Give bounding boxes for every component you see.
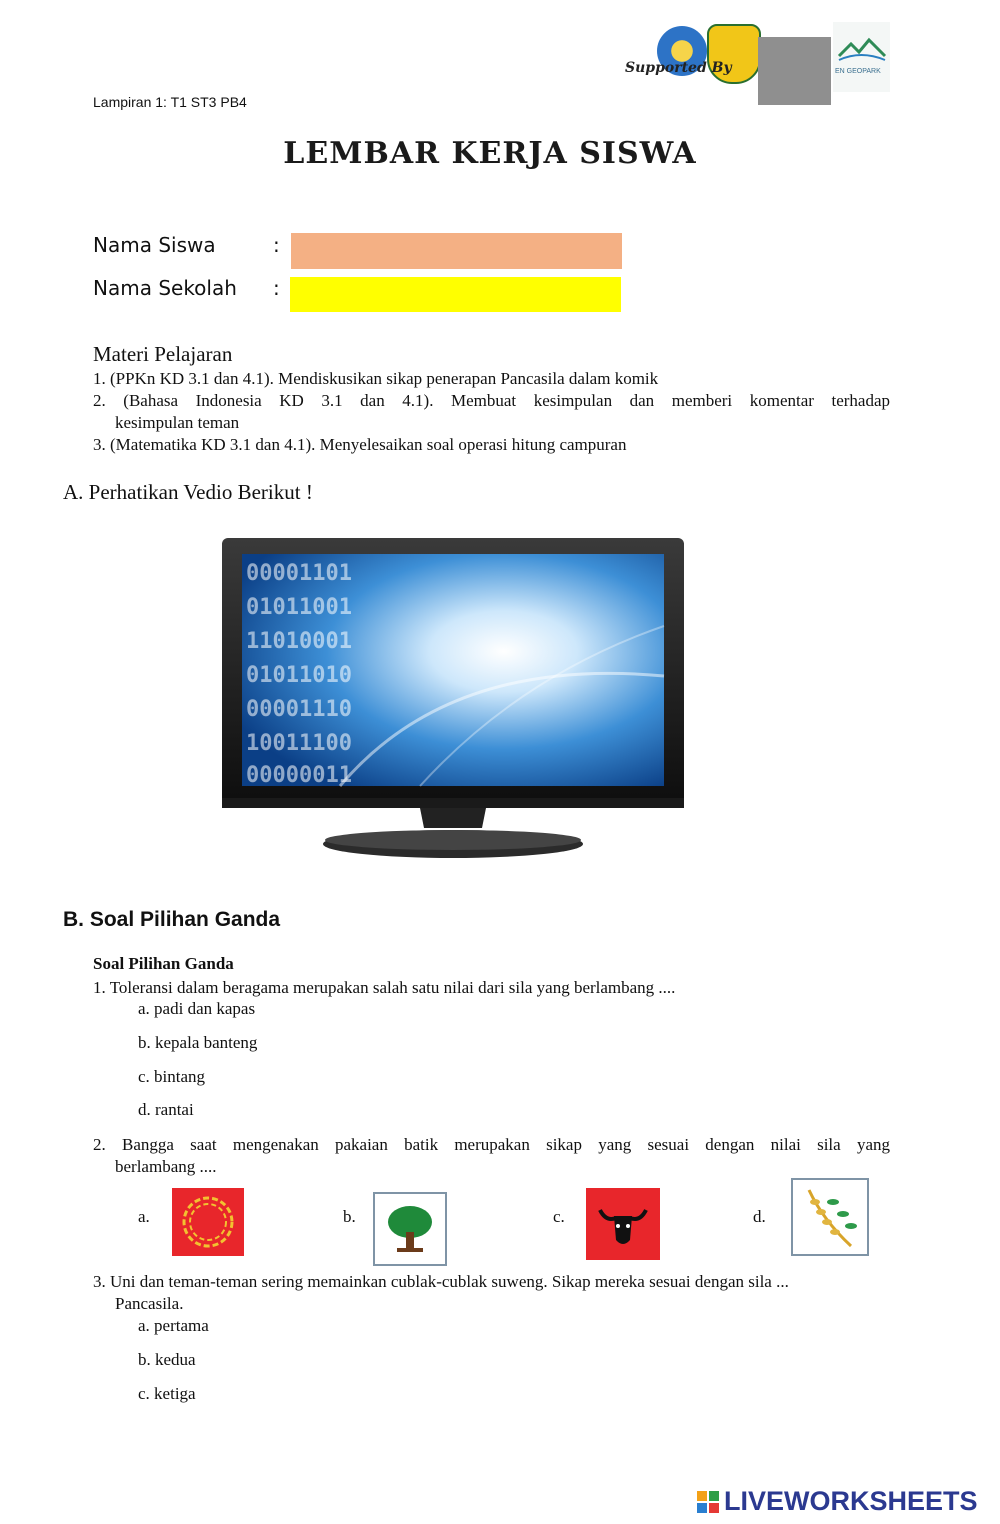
binary-line: 00000011 (246, 763, 352, 788)
nama-siswa-field[interactable] (291, 233, 622, 269)
binary-line: 01011010 (246, 663, 352, 688)
bull-head-icon[interactable] (586, 1188, 660, 1260)
materi-item: 3. (Matematika KD 3.1 dan 4.1). Menyelesaikan soal operasi hitung campuran (93, 435, 627, 454)
rice-cotton-icon[interactable] (791, 1178, 869, 1256)
q2-option-d-label[interactable]: d. (753, 1207, 766, 1226)
banyan-tree-icon[interactable] (373, 1192, 447, 1266)
q3-option-a[interactable]: a. pertama (138, 1316, 209, 1335)
question-1: 1. Toleransi dalam beragama merupakan salah satu nilai dari sila yang berlambang .... (93, 978, 676, 997)
section-b-title: B. Soal Pilihan Ganda (63, 908, 281, 931)
video-player-tv[interactable] (220, 536, 686, 862)
sponsor-logos (625, 20, 890, 110)
tv-icon (220, 536, 686, 862)
liveworksheets-logo-icon (697, 1491, 719, 1513)
q2-option-a-label[interactable]: a. (138, 1207, 150, 1226)
binary-line: 10011100 (246, 731, 352, 756)
q3-option-c[interactable]: c. ketiga (138, 1384, 196, 1403)
materi-item: 2. (Bahasa Indonesia KD 3.1 dan 4.1). Membuat kesimpulan dan memberi komentar terhadap (93, 391, 890, 410)
binary-line: 00001110 (246, 697, 352, 722)
geopark-logo (833, 22, 890, 92)
q1-option-c[interactable]: c. bintang (138, 1067, 206, 1086)
section-b-subtitle: Soal Pilihan Ganda (93, 954, 234, 973)
q1-option-b[interactable]: b. kepala banteng (138, 1033, 258, 1052)
q2-option-c-label[interactable]: c. (553, 1207, 565, 1226)
nama-sekolah-label: Nama Sekolah (93, 276, 237, 300)
nama-sekolah-field[interactable] (290, 277, 621, 312)
binary-line: 11010001 (246, 629, 352, 654)
question-2: 2. Bangga saat mengenakan pakaian batik merupakan sikap yang sesuai dengan nilai sila yang (93, 1135, 890, 1154)
question-2-continued: berlambang .... (115, 1157, 217, 1176)
binary-line: 01011001 (246, 595, 352, 620)
q3-option-b[interactable]: b. kedua (138, 1350, 196, 1369)
page-title: LEMBAR KERJA SISWA (283, 136, 697, 171)
materi-item: 1. (PPKn KD 3.1 dan 4.1). Mendiskusikan sikap penerapan Pancasila dalam komik (93, 369, 659, 388)
lampiran-label: Lampiran 1: T1 ST3 PB4 (93, 94, 247, 110)
q1-option-d[interactable]: d. rantai (138, 1100, 194, 1119)
colon: : (273, 276, 280, 300)
q1-option-a[interactable]: a. padi dan kapas (138, 999, 256, 1018)
chain-symbol-icon[interactable] (172, 1188, 244, 1256)
geopark-text: EN GEOPARK (835, 68, 881, 75)
nama-siswa-label: Nama Siswa (93, 233, 216, 257)
materi-title: Materi Pelajaran (93, 342, 233, 366)
liveworksheets-brand[interactable]: LIVEWORKSHEETS (724, 1486, 978, 1516)
materi-item-continued: kesimpulan teman (115, 413, 240, 432)
supported-by-text: Supported By (625, 60, 732, 76)
question-3: 3. Uni dan teman-teman sering memainkan cublak-cublak suweng. Sikap mereka sesuai dengan sila ... (93, 1272, 789, 1291)
question-3-continued: Pancasila. (115, 1294, 184, 1313)
district-logo (758, 37, 831, 105)
binary-line: 00001101 (246, 561, 352, 586)
colon: : (273, 233, 280, 257)
q2-option-b-label[interactable]: b. (343, 1207, 356, 1226)
section-a-title: A. Perhatikan Vedio Berikut ! (63, 480, 313, 504)
